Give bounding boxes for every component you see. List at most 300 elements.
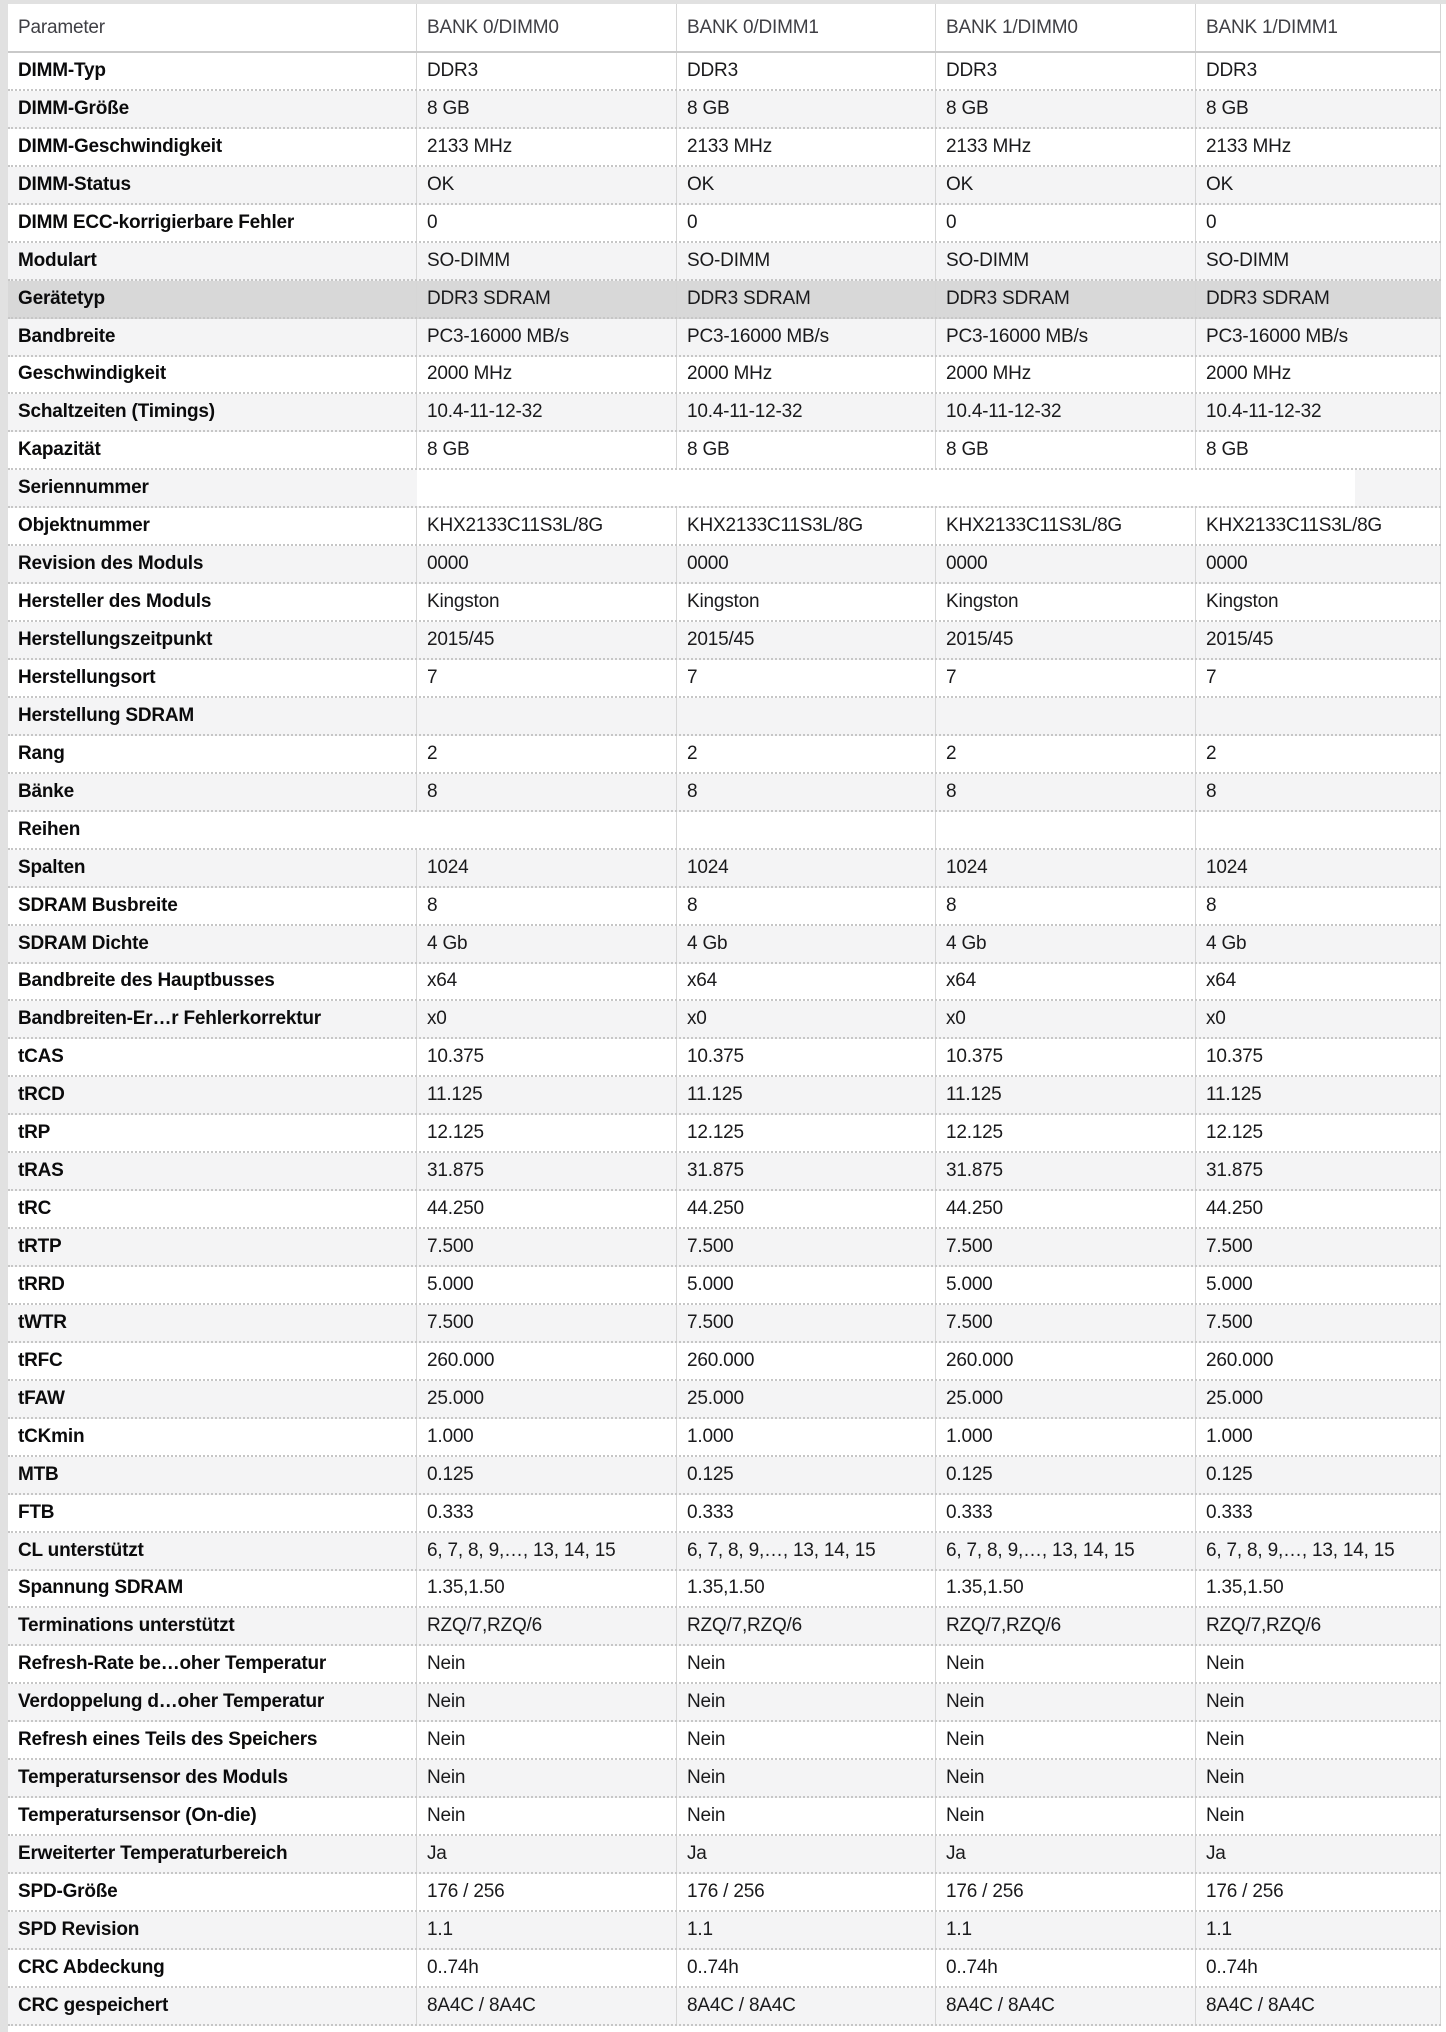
cell-value: 7: [1196, 660, 1441, 696]
row-label: SPD Revision: [8, 1912, 417, 1948]
row-label: Verdoppelung d…oher Temperatur: [8, 1684, 417, 1720]
table-row[interactable]: [8, 53, 1441, 91]
cell-value: [936, 812, 1196, 848]
table-row[interactable]: [8, 1191, 1441, 1229]
cell-value: 11.125: [1196, 1077, 1441, 1113]
row-label: SDRAM Busbreite: [8, 888, 417, 924]
table-row[interactable]: [8, 660, 1441, 698]
row-label: tFAW: [8, 1381, 417, 1417]
row-label: Revision des Moduls: [8, 546, 417, 582]
cell-value: Nein: [677, 1722, 936, 1758]
cell-value: 1024: [677, 850, 936, 886]
cell-value: Nein: [417, 1798, 677, 1834]
cell-value: 6, 7, 8, 9,…, 13, 14, 15: [417, 1533, 677, 1569]
row-label: FTB: [8, 1495, 417, 1531]
cell-value: 25.000: [417, 1381, 677, 1417]
cell-value: 6, 7, 8, 9,…, 13, 14, 15: [677, 1533, 936, 1569]
cell-value: DDR3 SDRAM: [677, 281, 936, 317]
cell-value: OK: [1196, 167, 1441, 203]
cell-value: 176 / 256: [417, 1874, 677, 1910]
row-label: Refresh-Rate be…oher Temperatur: [8, 1646, 417, 1682]
cell-value: 5.000: [936, 1267, 1196, 1303]
row-label: Erweiterter Temperaturbereich: [8, 1836, 417, 1872]
table-row[interactable]: [8, 91, 1441, 129]
cell-value: 4 Gb: [1196, 926, 1441, 962]
table-row[interactable]: [8, 926, 1441, 964]
table-row[interactable]: [8, 432, 1441, 470]
cell-value: 8: [1196, 774, 1441, 810]
table-row[interactable]: [8, 1874, 1441, 1912]
cell-value: Kingston: [936, 584, 1196, 620]
cell-value: 260.000: [677, 1343, 936, 1379]
cell-value: SO-DIMM: [417, 243, 677, 279]
cell-value: 44.250: [677, 1191, 936, 1227]
table-row[interactable]: [8, 205, 1441, 243]
table-row[interactable]: [8, 1950, 1441, 1988]
row-label: tRFC: [8, 1343, 417, 1379]
cell-value: 176 / 256: [936, 1874, 1196, 1910]
row-label: Gerätetyp: [8, 281, 417, 317]
row-label: Modulart: [8, 243, 417, 279]
redacted-value-field: [417, 470, 1355, 506]
row-label: SPD-Größe: [8, 1874, 417, 1910]
row-label: DIMM-Typ: [8, 53, 417, 89]
cell-value: KHX2133C11S3L/8G: [936, 508, 1196, 544]
table-row[interactable]: [8, 1001, 1441, 1039]
table-row[interactable]: [8, 1229, 1441, 1267]
row-label: Temperatursensor des Moduls: [8, 1760, 417, 1796]
cell-value: Nein: [936, 1646, 1196, 1682]
cell-value: Nein: [417, 1646, 677, 1682]
cell-value: x64: [936, 964, 1196, 1000]
cell-value: 1.1: [677, 1912, 936, 1948]
row-label: Objektnummer: [8, 508, 417, 544]
header-cell-bank0-dimm1: BANK 0/DIMM1: [677, 4, 936, 51]
cell-value: 8: [936, 774, 1196, 810]
cell-value: Nein: [936, 1760, 1196, 1796]
cell-value: Nein: [677, 1646, 936, 1682]
row-label: SDRAM Dichte: [8, 926, 417, 962]
cell-value: 8A4C / 8A4C: [936, 1988, 1196, 2024]
row-label: Geschwindigkeit: [8, 357, 417, 393]
row-label: tCKmin: [8, 1419, 417, 1455]
table-row[interactable]: [8, 281, 1441, 319]
cell-value: 2000 MHz: [417, 357, 677, 393]
table-row[interactable]: [8, 812, 1441, 850]
row-label: Hersteller des Moduls: [8, 584, 417, 620]
table-row[interactable]: [8, 1722, 1441, 1760]
cell-value: 12.125: [1196, 1115, 1441, 1151]
cell-value: 0.125: [677, 1457, 936, 1493]
table-row[interactable]: [8, 508, 1441, 546]
row-label: Herstellungsort: [8, 660, 417, 696]
cell-value: 2133 MHz: [677, 129, 936, 165]
cell-value: x0: [677, 1001, 936, 1037]
row-filler: [1355, 470, 1441, 506]
row-label: Rang: [8, 736, 417, 772]
cell-value: 260.000: [936, 1343, 1196, 1379]
table-row[interactable]: [8, 964, 1441, 1002]
cell-value: 1024: [936, 850, 1196, 886]
row-label: Herstellungszeitpunkt: [8, 622, 417, 658]
cell-value: Ja: [936, 1836, 1196, 1872]
cell-value: 8A4C / 8A4C: [677, 1988, 936, 2024]
row-label: Bandbreite: [8, 319, 417, 355]
cell-value: 260.000: [417, 1343, 677, 1379]
cell-value: 0..74h: [936, 1950, 1196, 1986]
cell-value: 7.500: [677, 1229, 936, 1265]
cell-value: 2: [1196, 736, 1441, 772]
table-row[interactable]: [8, 1684, 1441, 1722]
cell-value: DDR3 SDRAM: [1196, 281, 1441, 317]
cell-value: [417, 812, 677, 848]
cell-value: 2133 MHz: [417, 129, 677, 165]
cell-value: 5.000: [677, 1267, 936, 1303]
cell-value: DDR3: [1196, 53, 1441, 89]
table-row[interactable]: [8, 1267, 1441, 1305]
table-row[interactable]: [8, 129, 1441, 167]
cell-value: Nein: [1196, 1722, 1441, 1758]
cell-value: 7.500: [1196, 1305, 1441, 1341]
table-row[interactable]: [8, 1381, 1441, 1419]
table-row[interactable]: [8, 888, 1441, 926]
cell-value: 1.000: [677, 1419, 936, 1455]
cell-value: 1.000: [936, 1419, 1196, 1455]
row-label: DIMM ECC-korrigierbare Fehler: [8, 205, 417, 241]
cell-value: 0: [936, 205, 1196, 241]
cell-value: [1196, 698, 1441, 734]
cell-value: RZQ/7,RZQ/6: [936, 1608, 1196, 1644]
table-row[interactable]: [8, 1533, 1441, 1571]
cell-value: Nein: [936, 1684, 1196, 1720]
cell-value: 7.500: [417, 1305, 677, 1341]
cell-value: 31.875: [417, 1153, 677, 1189]
cell-value: 1024: [1196, 850, 1441, 886]
cell-value: Nein: [936, 1722, 1196, 1758]
table-row[interactable]: [8, 1457, 1441, 1495]
row-label: tRCD: [8, 1077, 417, 1113]
cell-value: 10.4-11-12-32: [677, 394, 936, 430]
cell-value: 1.35,1.50: [677, 1571, 936, 1607]
row-label: CRC Abdeckung: [8, 1950, 417, 1986]
cell-value: [1196, 812, 1441, 848]
row-label: CL unterstützt: [8, 1533, 417, 1569]
cell-value: 2015/45: [1196, 622, 1441, 658]
cell-value: 4 Gb: [936, 926, 1196, 962]
cell-value: 7.500: [936, 1229, 1196, 1265]
cell-value: SO-DIMM: [677, 243, 936, 279]
table-row[interactable]: [8, 698, 1441, 736]
cell-value: RZQ/7,RZQ/6: [1196, 1608, 1441, 1644]
cell-value: 0.333: [417, 1495, 677, 1531]
cell-value: 31.875: [677, 1153, 936, 1189]
cell-value: 7.500: [936, 1305, 1196, 1341]
cell-value: 176 / 256: [1196, 1874, 1441, 1910]
cell-value: 0: [417, 205, 677, 241]
cell-value: 10.375: [677, 1039, 936, 1075]
table-row[interactable]: [8, 357, 1441, 395]
row-label: Bandbreiten-Er…r Fehlerkorrektur: [8, 1001, 417, 1037]
cell-value: PC3-16000 MB/s: [417, 319, 677, 355]
table-row[interactable]: [8, 319, 1441, 357]
cell-value: 8 GB: [936, 91, 1196, 127]
cell-value: x64: [1196, 964, 1441, 1000]
table-row[interactable]: [8, 1419, 1441, 1457]
table-row[interactable]: [8, 1760, 1441, 1798]
table-row[interactable]: [8, 1836, 1441, 1874]
cell-value: 1.1: [1196, 1912, 1441, 1948]
cell-value: 1.1: [417, 1912, 677, 1948]
table-row[interactable]: [8, 1077, 1441, 1115]
row-label: Bandbreite des Hauptbusses: [8, 964, 417, 1000]
cell-value: 1.1: [936, 1912, 1196, 1948]
table-row[interactable]: [8, 1153, 1441, 1191]
cell-value: PC3-16000 MB/s: [936, 319, 1196, 355]
cell-value: 176 / 256: [677, 1874, 936, 1910]
cell-value: 2000 MHz: [677, 357, 936, 393]
cell-value: OK: [936, 167, 1196, 203]
cell-value: 7: [936, 660, 1196, 696]
cell-value: Kingston: [417, 584, 677, 620]
window-chrome-left: [0, 0, 8, 2032]
cell-value: Nein: [417, 1684, 677, 1720]
row-label: Bänke: [8, 774, 417, 810]
cell-value: 8: [936, 888, 1196, 924]
cell-value: 1.000: [1196, 1419, 1441, 1455]
cell-value: [417, 698, 677, 734]
cell-value: 25.000: [936, 1381, 1196, 1417]
row-label: tRP: [8, 1115, 417, 1151]
cell-value: 25.000: [677, 1381, 936, 1417]
cell-value: 8: [677, 774, 936, 810]
cell-value: 0: [677, 205, 936, 241]
row-label: Refresh eines Teils des Speichers: [8, 1722, 417, 1758]
cell-value: 0.333: [1196, 1495, 1441, 1531]
row-label: Reihen: [18, 818, 81, 840]
cell-value: 0.333: [936, 1495, 1196, 1531]
row-label: tRRD: [8, 1267, 417, 1303]
table-row[interactable]: [8, 1608, 1441, 1646]
cell-value: 2: [417, 736, 677, 772]
cell-value: 0.125: [417, 1457, 677, 1493]
cell-value: 1.35,1.50: [1196, 1571, 1441, 1607]
cell-value: DDR3: [936, 53, 1196, 89]
cell-value: 44.250: [1196, 1191, 1441, 1227]
cell-value: [936, 698, 1196, 734]
cell-value: 8: [677, 888, 936, 924]
cell-value: KHX2133C11S3L/8G: [417, 508, 677, 544]
cell-value: 0000: [677, 546, 936, 582]
cell-value: Kingston: [1196, 584, 1441, 620]
cell-value: 7.500: [677, 1305, 936, 1341]
table-row[interactable]: [8, 736, 1441, 774]
cell-value: 0.333: [677, 1495, 936, 1531]
cell-value: Nein: [677, 1760, 936, 1796]
table-row[interactable]: [8, 1571, 1441, 1609]
cell-value: SO-DIMM: [936, 243, 1196, 279]
cell-value: 12.125: [417, 1115, 677, 1151]
row-label: Kapazität: [8, 432, 417, 468]
cell-value: 8 GB: [1196, 91, 1441, 127]
cell-value: 7.500: [417, 1229, 677, 1265]
cell-value: 2000 MHz: [1196, 357, 1441, 393]
cell-value: 8 GB: [417, 432, 677, 468]
cell-value: 0.125: [1196, 1457, 1441, 1493]
cell-value: Ja: [417, 1836, 677, 1872]
cell-value: 7: [417, 660, 677, 696]
cell-value: 8 GB: [936, 432, 1196, 468]
cell-value: RZQ/7,RZQ/6: [417, 1608, 677, 1644]
cell-value: 6, 7, 8, 9,…, 13, 14, 15: [936, 1533, 1196, 1569]
table-row[interactable]: [8, 1495, 1441, 1533]
cell-value: 0..74h: [417, 1950, 677, 1986]
cell-value: 2133 MHz: [1196, 129, 1441, 165]
cell-value: 8 GB: [417, 91, 677, 127]
cell-value: 1.35,1.50: [936, 1571, 1196, 1607]
table-row[interactable]: [8, 1343, 1441, 1381]
cell-value: 8 GB: [677, 432, 936, 468]
cell-value: KHX2133C11S3L/8G: [677, 508, 936, 544]
header-cell-bank1-dimm1: BANK 1/DIMM1: [1196, 4, 1441, 51]
cell-value: DDR3: [417, 53, 677, 89]
cell-value: 10.4-11-12-32: [1196, 394, 1441, 430]
cell-value: RZQ/7,RZQ/6: [677, 1608, 936, 1644]
cell-value: 2015/45: [677, 622, 936, 658]
cell-value: Nein: [1196, 1760, 1441, 1796]
row-label: DIMM-Größe: [8, 91, 417, 127]
cell-value: x0: [417, 1001, 677, 1037]
table-row[interactable]: [8, 243, 1441, 281]
cell-value: DDR3: [677, 53, 936, 89]
row-label: Schaltzeiten (Timings): [8, 394, 417, 430]
cell-value: 31.875: [936, 1153, 1196, 1189]
cell-value: Nein: [417, 1722, 677, 1758]
cell-value: 2015/45: [936, 622, 1196, 658]
cell-value: [677, 812, 936, 848]
cell-value: 0..74h: [677, 1950, 936, 1986]
row-label: tRAS: [8, 1153, 417, 1189]
cell-value: Nein: [936, 1798, 1196, 1834]
cell-value: 12.125: [677, 1115, 936, 1151]
table-row[interactable]: [8, 1988, 1441, 2026]
cell-value: 44.250: [936, 1191, 1196, 1227]
cell-value: 5.000: [1196, 1267, 1441, 1303]
table-header: [8, 4, 1441, 53]
cell-value: 8 GB: [677, 91, 936, 127]
row-label: tWTR: [8, 1305, 417, 1341]
cell-value: OK: [677, 167, 936, 203]
table-row[interactable]: [8, 1115, 1441, 1153]
cell-value: 0..74h: [1196, 1950, 1441, 1986]
header-cell-bank1-dimm0: BANK 1/DIMM0: [936, 4, 1196, 51]
row-label: tCAS: [8, 1039, 417, 1075]
cell-value: 12.125: [936, 1115, 1196, 1151]
cell-value: 260.000: [1196, 1343, 1441, 1379]
table-row[interactable]: [8, 1912, 1441, 1950]
cell-value: Nein: [1196, 1646, 1441, 1682]
cell-value: 8 GB: [1196, 432, 1441, 468]
cell-value: x0: [936, 1001, 1196, 1037]
cell-value: 8A4C / 8A4C: [1196, 1988, 1441, 2024]
cell-value: Kingston: [677, 584, 936, 620]
table-row[interactable]: [8, 622, 1441, 660]
cell-value: 11.125: [677, 1077, 936, 1113]
table-row[interactable]: [8, 850, 1441, 888]
cell-value: 10.4-11-12-32: [936, 394, 1196, 430]
cell-value: 0000: [417, 546, 677, 582]
header-cell-bank0-dimm0: BANK 0/DIMM0: [417, 4, 677, 51]
cell-value: 44.250: [417, 1191, 677, 1227]
cell-value: 11.125: [936, 1077, 1196, 1113]
cell-value: 7.500: [1196, 1229, 1441, 1265]
table-row[interactable]: [8, 774, 1441, 812]
cell-value: PC3-16000 MB/s: [677, 319, 936, 355]
row-label: Terminations unterstützt: [8, 1608, 417, 1644]
cell-value: 10.4-11-12-32: [417, 394, 677, 430]
row-label: Seriennummer: [18, 477, 149, 499]
cell-value: 10.375: [1196, 1039, 1441, 1075]
cell-value: 10.375: [936, 1039, 1196, 1075]
cell-value: 1.35,1.50: [417, 1571, 677, 1607]
cell-value: 1.000: [417, 1419, 677, 1455]
cell-value: 2: [677, 736, 936, 772]
cell-value: Nein: [1196, 1798, 1441, 1834]
cell-value: 31.875: [1196, 1153, 1441, 1189]
cell-value: 2000 MHz: [936, 357, 1196, 393]
row-label: Herstellung SDRAM: [8, 698, 417, 734]
table-row[interactable]: [8, 546, 1441, 584]
row-label: tRTP: [8, 1229, 417, 1265]
cell-value: 4 Gb: [417, 926, 677, 962]
table-row[interactable]: [8, 394, 1441, 432]
table-row[interactable]: [8, 470, 1441, 508]
row-label: tRC: [8, 1191, 417, 1227]
cell-value: Nein: [1196, 1684, 1441, 1720]
cell-value: 4 Gb: [677, 926, 936, 962]
cell-value: 8: [1196, 888, 1441, 924]
cell-value: 11.125: [417, 1077, 677, 1113]
table-row[interactable]: [8, 1305, 1441, 1343]
cell-value: 0000: [936, 546, 1196, 582]
table-row[interactable]: [8, 584, 1441, 622]
row-label: MTB: [8, 1457, 417, 1493]
row-label: DIMM-Geschwindigkeit: [8, 129, 417, 165]
table-body: [8, 53, 1441, 2026]
cell-value: 6, 7, 8, 9,…, 13, 14, 15: [1196, 1533, 1441, 1569]
cell-value: 8A4C / 8A4C: [417, 1988, 677, 2024]
cell-value: 8: [417, 774, 677, 810]
row-label: Spannung SDRAM: [8, 1571, 417, 1607]
cell-value: 25.000: [1196, 1381, 1441, 1417]
header-cell-parameter: Parameter: [8, 4, 417, 51]
table-row[interactable]: [8, 1798, 1441, 1836]
cell-value: 0: [1196, 205, 1441, 241]
cell-value: 5.000: [417, 1267, 677, 1303]
row-label: Temperatursensor (On-die): [8, 1798, 417, 1834]
cell-value: 0000: [1196, 546, 1441, 582]
cell-value: [677, 698, 936, 734]
table-row[interactable]: [8, 1646, 1441, 1684]
cell-value: 7: [677, 660, 936, 696]
cell-value: 0.125: [936, 1457, 1196, 1493]
cell-value: Ja: [677, 1836, 936, 1872]
cell-value: DDR3 SDRAM: [936, 281, 1196, 317]
cell-value: 10.375: [417, 1039, 677, 1075]
row-label: DIMM-Status: [8, 167, 417, 203]
table-row[interactable]: [8, 167, 1441, 205]
cell-value: KHX2133C11S3L/8G: [1196, 508, 1441, 544]
table-row[interactable]: [8, 1039, 1441, 1077]
